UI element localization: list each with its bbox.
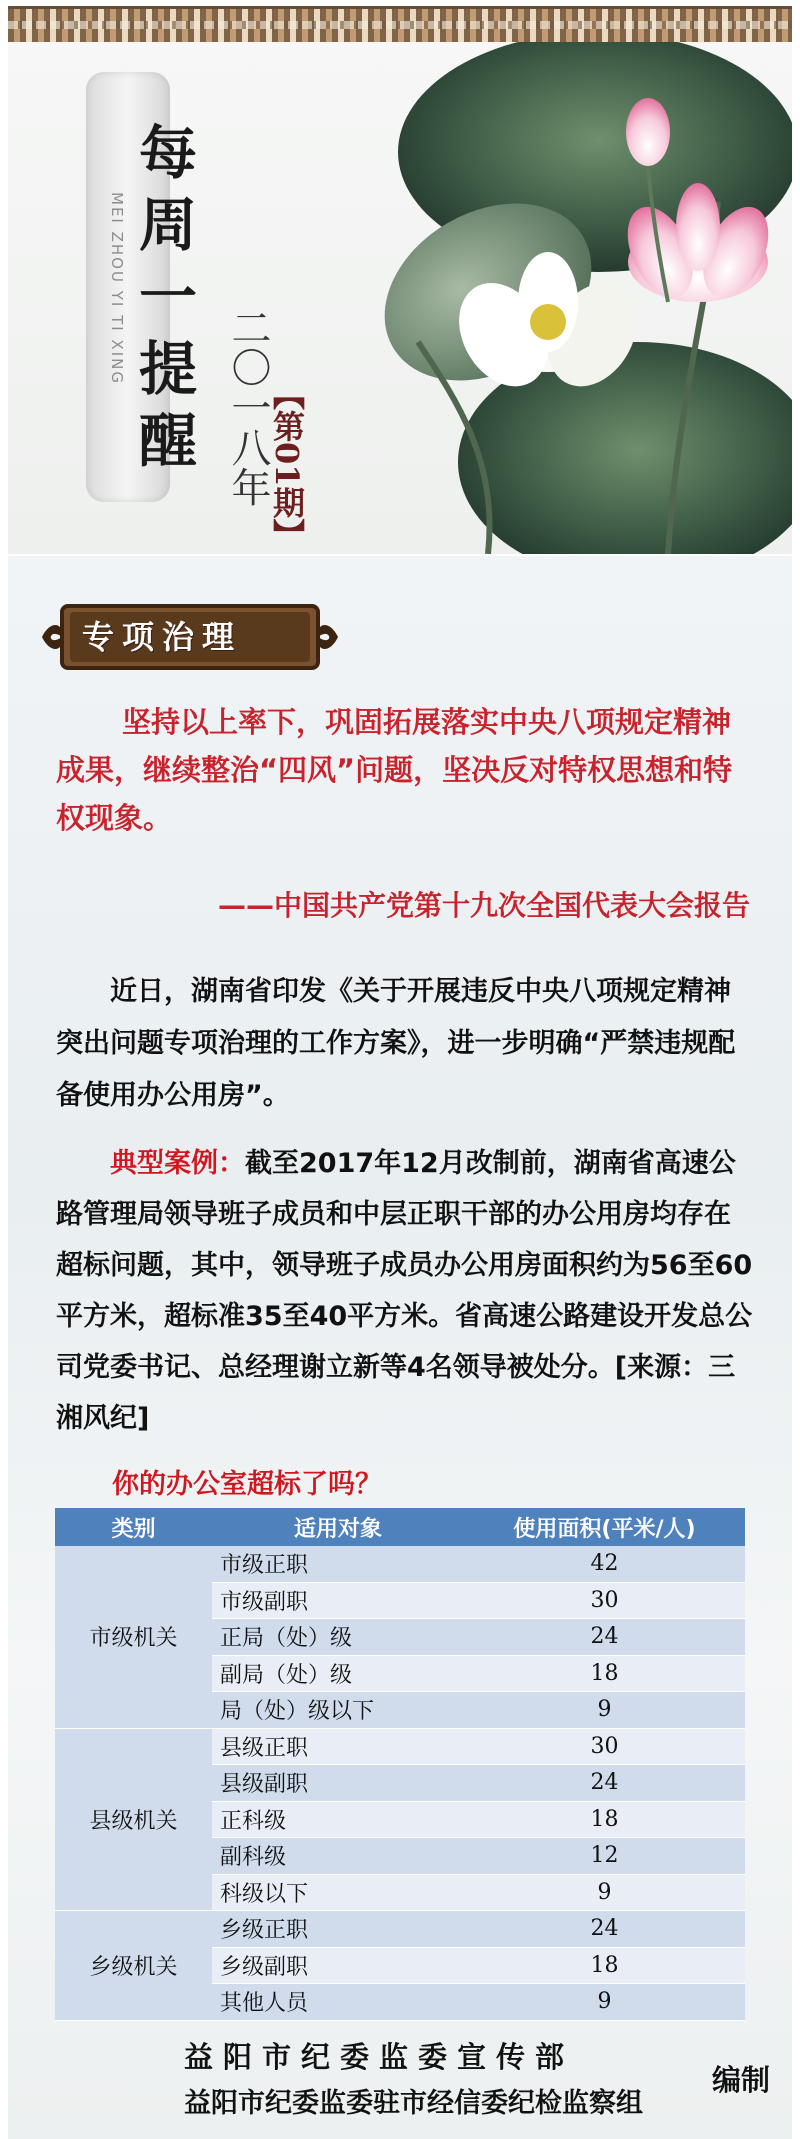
footer-org-1: 益阳市纪委监委宣传部 bbox=[184, 2040, 575, 2074]
target-cell: 正局（处）级 bbox=[212, 1619, 464, 1656]
target-cell: 正科级 bbox=[212, 1801, 464, 1838]
category-cell: 县级机关 bbox=[55, 1728, 212, 1911]
category-cell: 乡级机关 bbox=[55, 1911, 212, 2021]
target-cell: 县级正职 bbox=[212, 1728, 464, 1765]
issue-label: 【第01期】 bbox=[268, 378, 306, 551]
area-cell: 24 bbox=[464, 1911, 745, 1948]
area-cell: 9 bbox=[464, 1692, 745, 1729]
office-area-table bbox=[55, 1508, 745, 2021]
case-paragraph: 典型案例：截至2017年12月改制前，湖南省高速公路管理局领导班子成员和中层正职干部的办公用房均存在超标问题，其中，领导班子成员办公用房面积约为56至60平方米，超标准35至40平方米。省高速公路建设开发总公司党委书记、总经理谢立新等4名领导被处分。[来源：三湘风纪] bbox=[56, 1148, 753, 1434]
section-banner-text: 专项治理 bbox=[82, 618, 243, 656]
footer-org-2: 益阳市纪委监委驻市经信委纪检监察组 bbox=[184, 2088, 643, 2119]
area-cell: 30 bbox=[464, 1582, 745, 1619]
target-cell: 乡级正职 bbox=[212, 1911, 464, 1948]
table-row bbox=[55, 1546, 745, 1582]
header-target: 适用对象 bbox=[212, 1508, 464, 1546]
quote-text: 坚持以上率下，巩固拓展落实中央八项规定精神成果，继续整治“四风”问题，坚决反对特权思想和特权现象。 bbox=[56, 705, 733, 835]
target-cell: 市级正职 bbox=[212, 1546, 464, 1582]
page-title: 每周一提醒 bbox=[138, 119, 197, 475]
area-cell: 24 bbox=[464, 1765, 745, 1802]
target-cell: 科级以下 bbox=[212, 1874, 464, 1911]
news-paragraph: 近日，湖南省印发《关于开展违反中央八项规定精神突出问题专项治理的工作方案》，进一步明确“严禁违规配备使用办公用房”。 bbox=[56, 976, 736, 1111]
area-cell: 9 bbox=[464, 1874, 745, 1911]
area-cell: 24 bbox=[464, 1619, 745, 1656]
target-cell: 其他人员 bbox=[212, 1984, 464, 2021]
target-cell: 副局（处）级 bbox=[212, 1655, 464, 1692]
year-label: 二〇一八年 bbox=[225, 307, 271, 507]
target-cell: 县级副职 bbox=[212, 1765, 464, 1802]
case-label: 典型案例： bbox=[110, 1148, 245, 1179]
area-cell: 18 bbox=[464, 1801, 745, 1838]
area-cell: 18 bbox=[464, 1655, 745, 1692]
area-cell: 30 bbox=[464, 1728, 745, 1765]
table-header-row bbox=[55, 1508, 745, 1546]
header-area: 使用面积(平米/人) bbox=[464, 1508, 745, 1546]
footer-suffix: 编制 bbox=[712, 2063, 771, 2097]
target-cell: 乡级副职 bbox=[212, 1947, 464, 1984]
quote-source: ——中国共产党第十九次全国代表大会报告 bbox=[217, 889, 750, 922]
target-cell: 副科级 bbox=[212, 1838, 464, 1875]
target-cell: 局（处）级以下 bbox=[212, 1692, 464, 1729]
header-category: 类别 bbox=[55, 1508, 212, 1546]
category-cell: 市级机关 bbox=[55, 1546, 212, 1728]
lotus-illustration bbox=[338, 42, 792, 554]
header-panel bbox=[8, 42, 792, 554]
area-cell: 9 bbox=[464, 1984, 745, 2021]
area-cell: 42 bbox=[464, 1546, 745, 1582]
target-cell: 市级副职 bbox=[212, 1582, 464, 1619]
table-body bbox=[55, 1546, 745, 2020]
question-heading: 你的办公室超标了吗？ bbox=[112, 1469, 382, 1500]
area-cell: 12 bbox=[464, 1838, 745, 1875]
table-row bbox=[55, 1911, 745, 1948]
area-cell: 18 bbox=[464, 1947, 745, 1984]
table-row bbox=[55, 1728, 745, 1765]
title-pinyin: MEI ZHOU YI TI XING bbox=[108, 192, 126, 385]
